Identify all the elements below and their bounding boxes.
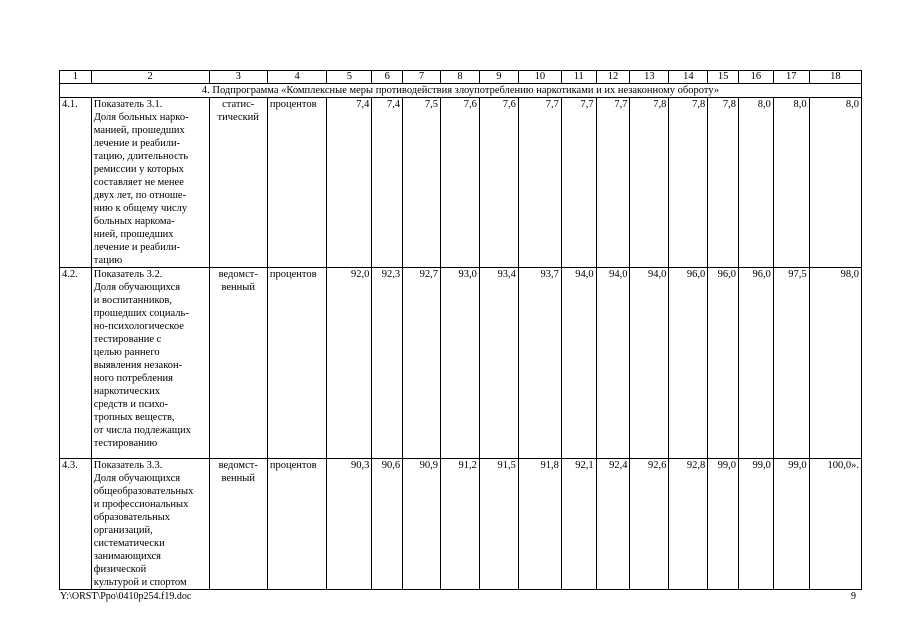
indicator-type-line: ведомст- [218, 460, 258, 471]
column-number: 18 [809, 71, 861, 84]
column-number: 8 [440, 71, 479, 84]
value-cell: 94,0 [630, 268, 669, 459]
column-number: 9 [479, 71, 518, 84]
unit: процентов [267, 268, 326, 459]
value-cell: 90,9 [403, 459, 441, 590]
indicator-name-line: выявления незакон- [93, 360, 183, 371]
indicator-type-line: тический [217, 112, 259, 123]
indicator-name-line: занимающихся [93, 551, 162, 562]
column-number: 12 [596, 71, 630, 84]
page-number: 9 [851, 591, 856, 602]
indicator-name-line: больных наркома- [93, 216, 175, 227]
file-path-footer: Y:\ORST\Ppo\0410p254.f19.doc [60, 591, 192, 602]
indicator-type-line: статис- [222, 99, 255, 110]
value-cell: 8,0 [773, 98, 809, 268]
indicator-type-line: венный [221, 473, 255, 484]
indicator-name-line: физической [93, 564, 147, 575]
indicator-name-line: систематически [93, 538, 165, 549]
column-number: 7 [403, 71, 441, 84]
indicator-name-line: ного потребления [93, 373, 173, 384]
indicator-type [209, 459, 267, 590]
indicator-name-line: Доля обучающихся [93, 473, 181, 484]
indicator-name-line: общеобразовательных [93, 486, 194, 497]
value-cell: 92,7 [403, 268, 441, 459]
column-number: 6 [372, 71, 403, 84]
column-number: 2 [91, 71, 209, 84]
indicator-name-line: составляет не менее [93, 177, 184, 188]
indicator-name-line: от числа подлежащих [93, 425, 191, 436]
indicator-type [209, 98, 267, 268]
table-row [60, 459, 862, 590]
value-cell: 100,0». [809, 459, 861, 590]
indicator-name-line: тропных веществ, [93, 412, 175, 423]
value-cell: 8,0 [809, 98, 861, 268]
value-cell: 93,0 [440, 268, 479, 459]
value-cell: 92,8 [669, 459, 708, 590]
indicator-name-line: образовательных [93, 512, 170, 523]
indicator-name-line: Показатель 3.3. [93, 460, 163, 471]
value-cell: 91,5 [479, 459, 518, 590]
indicator-name [91, 98, 209, 268]
column-number: 14 [669, 71, 708, 84]
indicator-name-line: прошедших социаль- [93, 308, 189, 319]
value-cell: 96,0 [669, 268, 708, 459]
column-number: 16 [739, 71, 774, 84]
table-row [60, 98, 862, 268]
indicator-name-line: лечение и реабили- [93, 138, 181, 149]
indicator-name-line: наркотических [93, 386, 161, 397]
value-cell: 7,8 [669, 98, 708, 268]
value-cell: 92,6 [630, 459, 669, 590]
subprogram-row [60, 84, 862, 98]
value-cell: 7,5 [403, 98, 441, 268]
value-cell: 91,8 [518, 459, 561, 590]
indicator-name-line: нию к общему числу [93, 203, 188, 214]
unit: процентов [267, 459, 326, 590]
value-cell: 93,4 [479, 268, 518, 459]
row-number: 4.2. [60, 268, 92, 459]
indicator-name-line: тестированию [93, 438, 158, 449]
subprogram-title: 4. Подпрограмма «Комплексные меры противодействия злоупотреблению наркотиками и их незаконному обороту» [60, 84, 862, 98]
value-cell: 7,7 [596, 98, 630, 268]
value-cell: 7,6 [479, 98, 518, 268]
column-number: 3 [209, 71, 267, 84]
indicator-name-line: Доля обучающихся [93, 282, 181, 293]
value-cell: 99,0 [773, 459, 809, 590]
indicator-name-line: тестирование с [93, 334, 162, 345]
table-row [60, 268, 862, 459]
indicator-name-line: лечение и реабили- [93, 242, 181, 253]
value-cell: 98,0 [809, 268, 861, 459]
value-cell: 94,0 [596, 268, 630, 459]
column-number: 11 [561, 71, 596, 84]
indicator-type-line: ведомст- [218, 269, 258, 280]
value-cell: 90,6 [372, 459, 403, 590]
value-cell: 99,0 [708, 459, 739, 590]
column-number: 13 [630, 71, 669, 84]
unit: процентов [267, 98, 326, 268]
column-number: 17 [773, 71, 809, 84]
value-cell: 93,7 [518, 268, 561, 459]
indicator-name-line: ремиссии у которых [93, 164, 184, 175]
value-cell: 7,4 [372, 98, 403, 268]
value-cell: 94,0 [561, 268, 596, 459]
indicator-name-line: целью раннего [93, 347, 160, 358]
indicator-name-line: средств и психо- [93, 399, 169, 410]
indicator-name-line: двух лет, по отноше- [93, 190, 187, 201]
value-cell: 91,2 [440, 459, 479, 590]
indicator-name-line: Доля больных нарко- [93, 112, 189, 123]
indicator-name-line: но-психологическое [93, 321, 184, 332]
indicator-name-line: тацию [93, 255, 123, 266]
value-cell: 90,3 [327, 459, 372, 590]
indicator-type-line: венный [221, 282, 255, 293]
column-number: 10 [518, 71, 561, 84]
indicators-table [59, 70, 862, 590]
indicator-name-line: манией, прошедших [93, 125, 185, 136]
value-cell: 92,0 [327, 268, 372, 459]
indicator-name-line: Показатель 3.2. [93, 269, 163, 280]
column-number: 5 [327, 71, 372, 84]
indicator-name-line: Показатель 3.1. [93, 99, 163, 110]
value-cell: 97,5 [773, 268, 809, 459]
indicator-name [91, 459, 209, 590]
value-cell: 7,7 [518, 98, 561, 268]
column-number-header-row [60, 71, 862, 84]
indicator-name [91, 268, 209, 459]
indicator-name-line: нией, прошедших [93, 229, 174, 240]
value-cell: 92,4 [596, 459, 630, 590]
indicator-name-line: культурой и спортом [93, 577, 187, 588]
value-cell: 92,1 [561, 459, 596, 590]
column-number: 15 [708, 71, 739, 84]
indicator-name-line: и воспитанников, [93, 295, 172, 306]
value-cell: 7,4 [327, 98, 372, 268]
indicator-name-line: и профессиональных [93, 499, 189, 510]
indicator-name-line: организаций, [93, 525, 153, 536]
indicator-type [209, 268, 267, 459]
value-cell: 7,6 [440, 98, 479, 268]
value-cell: 92,3 [372, 268, 403, 459]
value-cell: 99,0 [739, 459, 774, 590]
value-cell: 7,7 [561, 98, 596, 268]
value-cell: 7,8 [630, 98, 669, 268]
value-cell: 96,0 [739, 268, 774, 459]
value-cell: 96,0 [708, 268, 739, 459]
value-cell: 8,0 [739, 98, 774, 268]
indicator-name-line: тацию, длительность [93, 151, 189, 162]
row-number: 4.1. [60, 98, 92, 268]
column-number: 1 [60, 71, 92, 84]
value-cell: 7,8 [708, 98, 739, 268]
column-number: 4 [267, 71, 326, 84]
row-number: 4.3. [60, 459, 92, 590]
